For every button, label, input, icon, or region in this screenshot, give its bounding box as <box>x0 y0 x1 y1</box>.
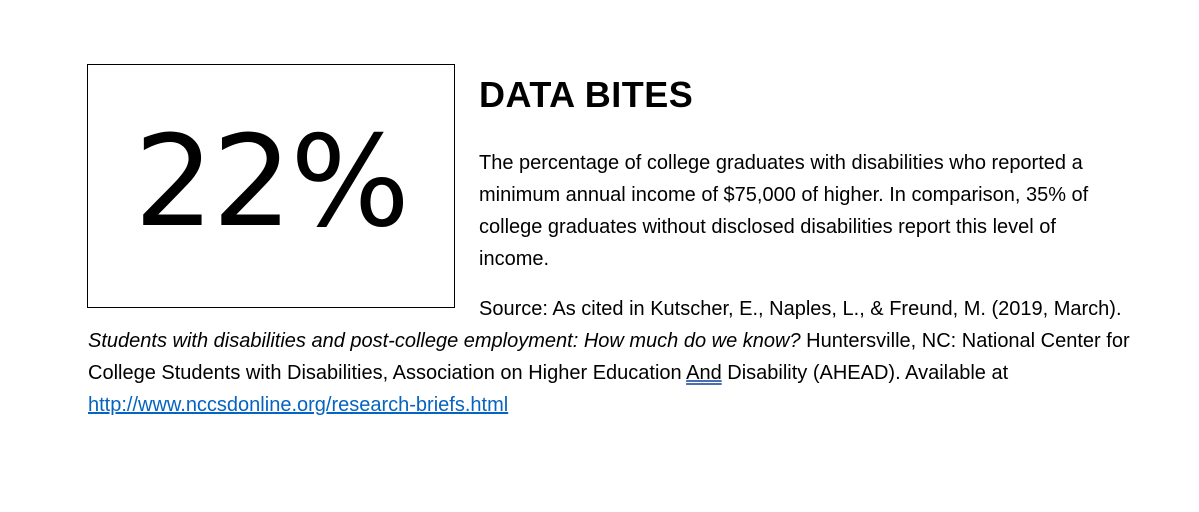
page-title: DATA BITES <box>479 74 694 115</box>
spellcheck-flagged-word[interactable]: And <box>686 362 722 384</box>
source-link[interactable]: http://www.nccsdonline.org/research-briefs.html <box>88 394 509 416</box>
source-intro: Source: As cited in Kutscher, E., Naples, L., & Freund, M. (2019, March). <box>479 298 1122 320</box>
source-citation <box>88 293 1148 421</box>
source-publisher-before: Huntersville, NC: National Center for College Students with Disabilities, Association on Higher Education <box>88 330 1130 384</box>
source-publisher-after: Disability (AHEAD). Available at <box>721 362 1009 384</box>
source-title: Students with disabilities and post-college employment: How much do we know? <box>88 330 801 352</box>
stat-value: 22% <box>133 108 409 255</box>
stat-description: The percentage of college graduates with disabilities who reported a minimum annual income of $75,000 of higher. In comparison, 35% of college graduates without disclosed disabilities report this level of income. <box>479 152 1089 270</box>
stat-box <box>87 64 455 308</box>
